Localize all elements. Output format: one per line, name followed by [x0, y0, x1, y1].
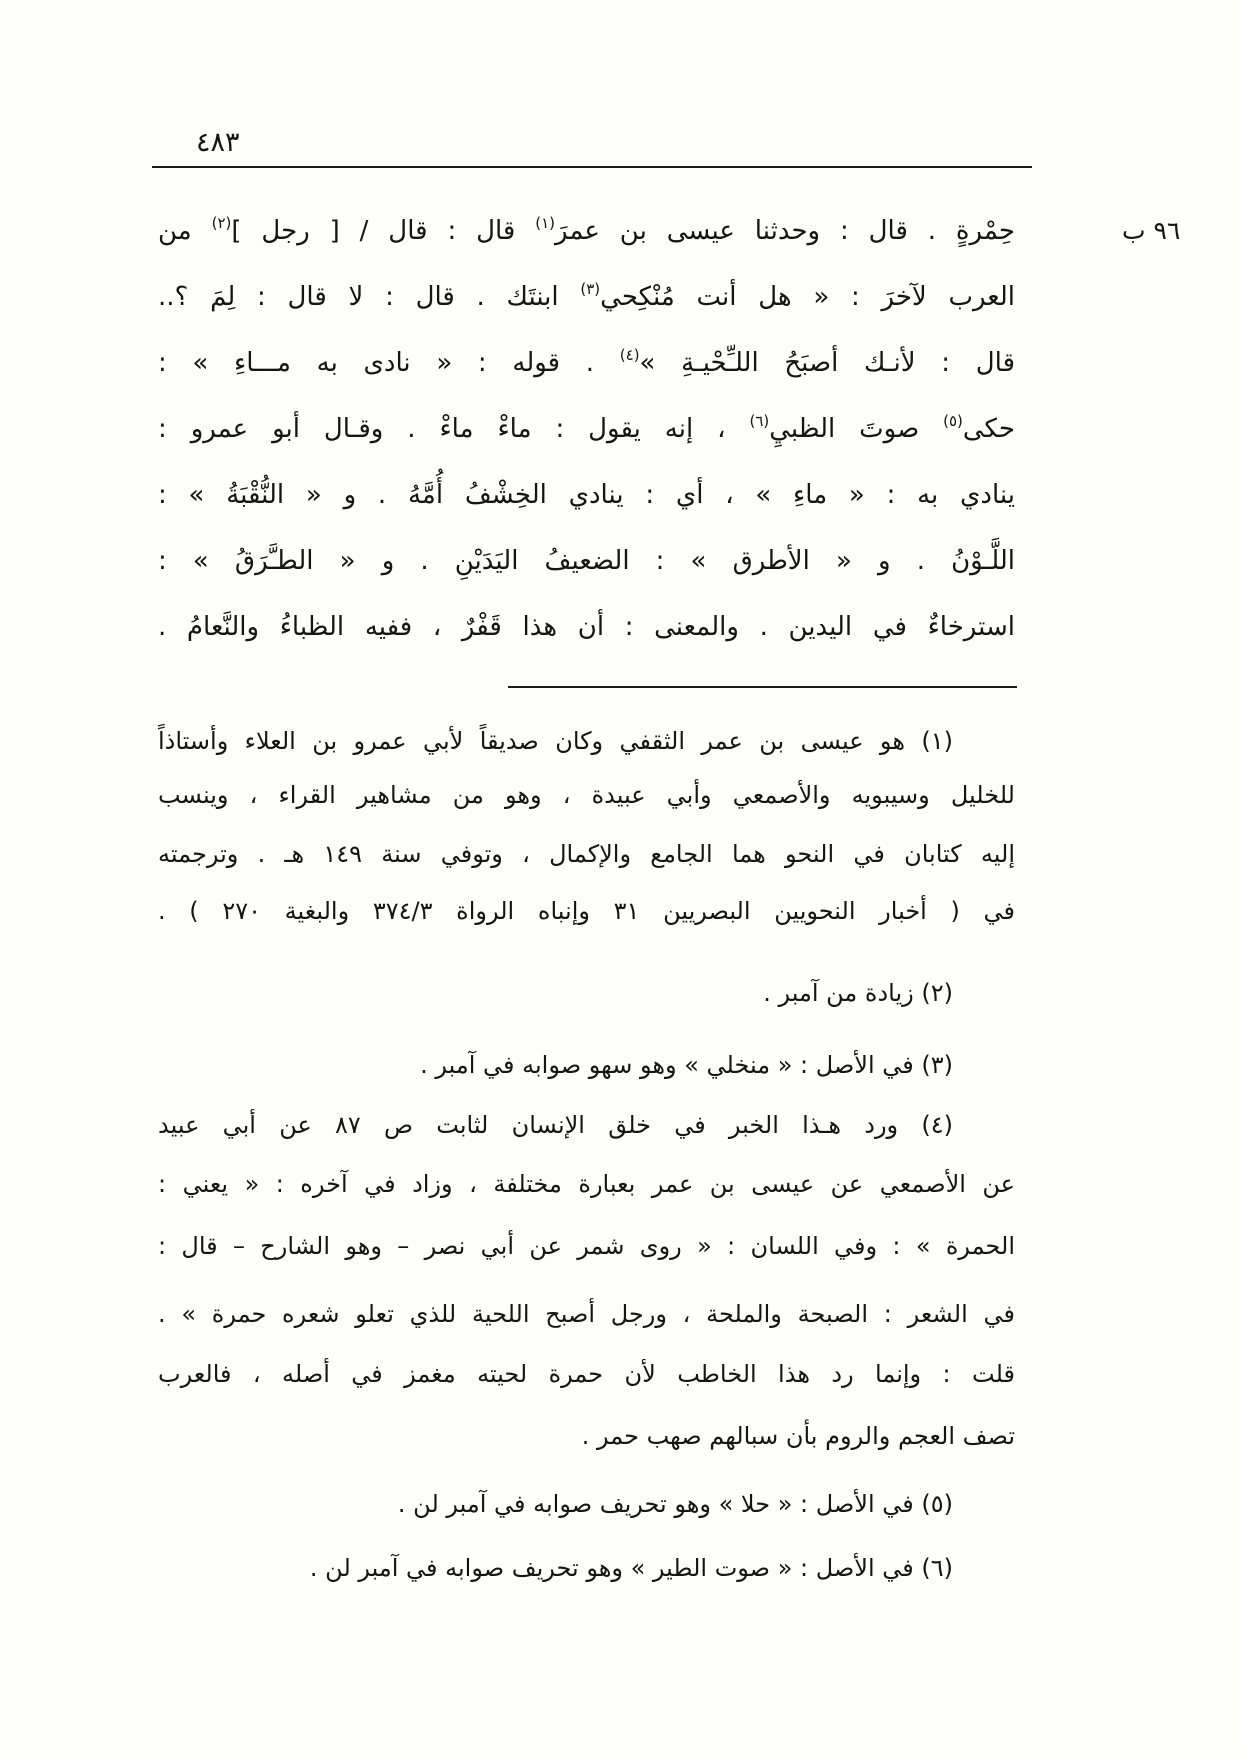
main-text-line: [158, 330, 1015, 396]
header-rule: [152, 166, 1032, 168]
footnote-line: قلت : وإنما رد هذا الخاطب لأن حمرة لحيته مغمز في أصله ، فالعرب: [158, 1360, 1015, 1388]
page-number: ٤٨٣: [196, 127, 240, 158]
footnote-line: للخليل وسيبويه والأصمعي وأبي عبيدة ، وهو من مشاهير القراء ، وينسب: [158, 781, 1015, 809]
footnote-line: (٢) زيادة من آمبر .: [763, 979, 953, 1007]
main-text-segment: ، إنه يقول : ماءْ ماءْ . وقـال أبو عمرو :: [158, 414, 750, 444]
main-text-line: [158, 396, 1015, 462]
main-text-segment: اللَّـوْنُ . و « الأطرق » : الضعيفُ اليَدَيْنِ . و « الطـَّرَقُ » :: [158, 546, 1015, 576]
main-text-segment: صوتَ الظبيِ: [769, 414, 944, 444]
footnote-line: (٤) ورد هـذا الخبر في خلق الإنسان لثابت ص ٨٧ عن أبي عبيد: [158, 1111, 953, 1139]
footnote-line: إليه كتابان في النحو هما الجامع والإكمال ، وتوفي سنة ١٤٩ هـ . وترجمته: [158, 840, 1015, 868]
margin-folio-note: ٩٦ ب: [1122, 216, 1181, 245]
footnote-line: الحمرة » : وفي اللسان : « روى شمر عن أبي نصر – وهو الشارح – قال :: [158, 1232, 1015, 1260]
main-text-segment: العرب لآخرَ : « هل أنت مُنْكِحي: [600, 282, 1015, 312]
main-text-segment: قال : لأنـك أصبَحُ اللـِّحْيـةِ »: [639, 348, 1016, 378]
main-text-line: [158, 528, 1015, 594]
footnote-ref: (٤): [619, 346, 640, 364]
main-text-segment: . قوله : « نادى به مـــاءِ » :: [158, 348, 620, 378]
footnote-line: في ( أخبار النحويين البصريين ٣١ وإنباه الرواة ٣٧٤/٣ والبغية ٢٧٠ ) .: [158, 897, 1016, 925]
footnote-ref: (٥): [943, 412, 963, 430]
footnote-ref: (٦): [749, 412, 770, 430]
footnote-line: في الشعر : الصبحة والملحة ، ورجل أصبح اللحية للذي تعلو شعره حمرة » .: [158, 1300, 1015, 1328]
main-text-segment: استرخاءٌ في اليدين . والمعنى : أن هذا قَفْرٌ ، ففيه الظباءُ والنَّعامُ .: [158, 612, 1015, 642]
main-text-segment: حِمْرةٍ . قال : وحدثنا عيسى بن عمرَ: [555, 216, 1015, 246]
main-text-line: [158, 264, 1015, 330]
footnote-ref: (٣): [580, 280, 601, 298]
main-text-line: [158, 198, 1015, 264]
main-text: [158, 198, 1015, 660]
footnote-line: تصف العجم والروم بأن سبالهم صهب حمر .: [581, 1422, 1015, 1450]
footnote-line: عن الأصمعي عن عيسى بن عمر بعبارة مختلفة ، وزاد في آخره : « يعني :: [158, 1170, 1015, 1198]
footnote-line: (١) هو عيسى بن عمر الثقفي وكان صديقاً لأبي عمرو بن العلاء وأستاذاً: [158, 727, 953, 755]
footnote-line: (٣) في الأصل : « منخلي » وهو سهو صوابه في آمبر .: [420, 1051, 953, 1079]
footnote-separator: [508, 686, 1017, 688]
main-text-line: [158, 594, 1015, 660]
main-text-segment: قال : قال / [ رجل ]: [231, 216, 536, 246]
footnote-line: (٥) في الأصل : « حلا » وهو تحريف صوابه في آمبر لن .: [397, 1490, 953, 1518]
footnote-ref: (٢): [211, 214, 232, 232]
main-text-segment: من: [158, 216, 212, 246]
main-text-segment: ينادي به : « ماءِ » ، أي : ينادي الخِشْفُ أُمَّهُ . و « النُّقْبَةُ » :: [158, 480, 1015, 510]
footnote-line: (٦) في الأصل : « صوت الطير » وهو تحريف صوابه في آمبر لن .: [309, 1554, 953, 1582]
footnote-ref: (١): [535, 214, 555, 232]
main-text-segment: ابنتَك . قال : لا قال : لِمَ ؟..: [158, 282, 581, 312]
main-text-segment: حكى: [962, 414, 1015, 444]
main-text-line: [158, 462, 1015, 528]
